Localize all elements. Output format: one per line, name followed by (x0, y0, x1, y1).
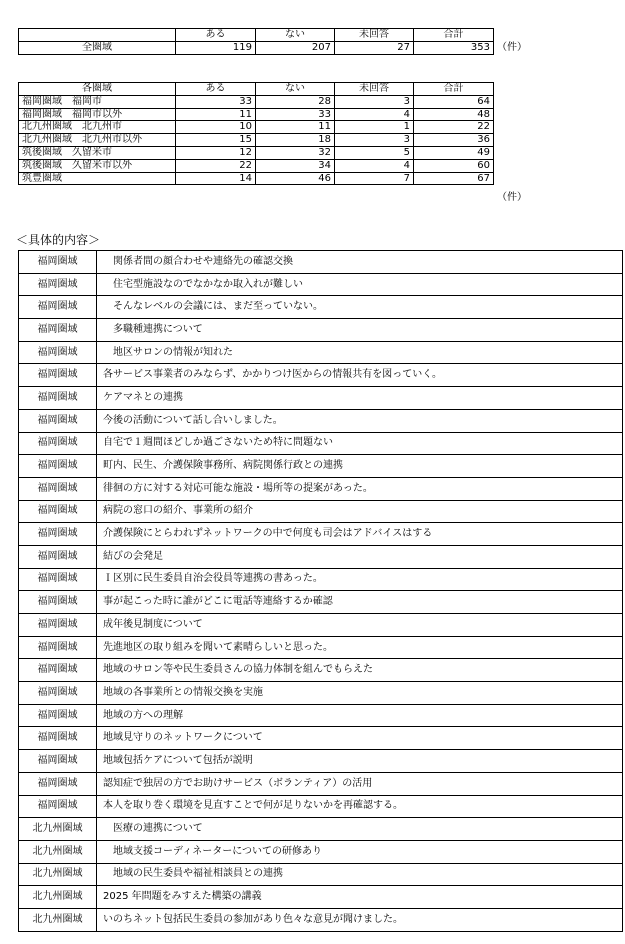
table-row (19, 108, 494, 121)
table-row (19, 159, 494, 172)
table-row (19, 409, 623, 432)
content-cell: 地域の方への理解 (97, 704, 623, 727)
content-cell: Ｉ区別に民生委員自治会役員等連携の書あった。 (97, 568, 623, 591)
table-row (19, 682, 623, 705)
count-aru: 12 (176, 146, 256, 159)
table-row (19, 863, 623, 886)
count-total: 36 (414, 134, 494, 147)
table-row (19, 727, 623, 750)
summary-header-cell: ある (176, 29, 256, 42)
region-label: 筑豊圏域 (19, 172, 176, 185)
content-cell: 今後の活動について話し合いしました。 (97, 409, 623, 432)
table-row (19, 591, 623, 614)
table-row (19, 750, 623, 773)
content-cell: 2025 年問題をみすえた構築の講義 (97, 886, 623, 909)
region-cell: 福岡圏域 (19, 659, 97, 682)
region-header-row (19, 83, 494, 96)
count-aru: 119 (176, 42, 256, 55)
content-cell: 町内、民生、介護保険事務所、病院関係行政との連携 (97, 455, 623, 478)
table-row (19, 568, 623, 591)
count-nai: 46 (256, 172, 335, 185)
region-label: 北九州圏域 北九州市 (19, 121, 176, 134)
table-row (19, 432, 623, 455)
content-cell: 医療の連携について (97, 818, 623, 841)
content-cell: いのちネット包括民生委員の参加があり色々な意見が聞けました。 (97, 908, 623, 931)
region-cell: 福岡圏域 (19, 614, 97, 637)
region-cell: 福岡圏域 (19, 795, 97, 818)
content-cell: 結びの会発足 (97, 545, 623, 568)
region-header-cell: 合計 (414, 83, 494, 96)
region-cell: 福岡圏域 (19, 545, 97, 568)
count-mikaito: 4 (335, 159, 414, 172)
content-cell: 介護保険にとらわれずネットワークの中で何度も司会はアドバイスはする (97, 523, 623, 546)
content-cell: 徘徊の方に対する対応可能な施設・場所等の提案があった。 (97, 477, 623, 500)
region-label: 筑後圏域 久留米市 (19, 146, 176, 159)
content-cell: 多職種連携について (97, 319, 623, 342)
count-aru: 10 (176, 121, 256, 134)
content-cell: 自宅で１週間ほどしか過ごさないため特に問題ない (97, 432, 623, 455)
content-cell: 地域のサロン等や民生委員さんの協力体制を組んでもらえた (97, 659, 623, 682)
region-label: 筑後圏域 久留米市以外 (19, 159, 176, 172)
content-cell: 本人を取り巻く環境を見直すことで何が足りないかを再確認する。 (97, 795, 623, 818)
region-cell: 福岡圏域 (19, 251, 97, 274)
table-row (19, 908, 623, 931)
count-total: 353 (414, 42, 494, 55)
region-cell: 北九州圏域 (19, 908, 97, 931)
count-total: 48 (414, 108, 494, 121)
table-row (19, 477, 623, 500)
count-nai: 28 (256, 95, 335, 108)
details-table (18, 250, 623, 932)
summary-header-cell: 未回答 (335, 29, 414, 42)
count-mikaito: 5 (335, 146, 414, 159)
region-cell: 福岡圏域 (19, 636, 97, 659)
region-cell: 福岡圏域 (19, 409, 97, 432)
count-aru: 15 (176, 134, 256, 147)
table-row (19, 659, 623, 682)
content-cell: 関係者間の顔合わせや連絡先の確認交換 (97, 251, 623, 274)
table-row (19, 455, 623, 478)
count-mikaito: 27 (335, 42, 414, 55)
count-total: 64 (414, 95, 494, 108)
count-mikaito: 3 (335, 134, 414, 147)
content-cell: 住宅型施設なのでなかなか取入れが難しい (97, 273, 623, 296)
table-row (19, 545, 623, 568)
table-row (19, 172, 494, 185)
table-row (19, 364, 623, 387)
region-header-cell: ある (176, 83, 256, 96)
count-mikaito: 1 (335, 121, 414, 134)
region-header-cell: ない (256, 83, 335, 96)
region-label: 福岡圏域 福岡市以外 (19, 108, 176, 121)
region-cell: 福岡圏域 (19, 387, 97, 410)
table-row (19, 886, 623, 909)
region-cell: 福岡圏域 (19, 319, 97, 342)
section-heading: ＜具体的内容＞ (16, 233, 101, 247)
summary-header-cell (19, 29, 176, 42)
content-cell: 成年後見制度について (97, 614, 623, 637)
region-cell: 福岡圏域 (19, 591, 97, 614)
region-header-cell: 各圏域 (19, 83, 176, 96)
count-nai: 18 (256, 134, 335, 147)
content-cell: 各サービス事業者のみならず、かかりつけ医からの情報共有を図っていく。 (97, 364, 623, 387)
region-cell: 福岡圏域 (19, 727, 97, 750)
count-aru: 14 (176, 172, 256, 185)
content-cell: 先進地区の取り組みを聞いて素晴らしいと思った。 (97, 636, 623, 659)
table-row (19, 95, 494, 108)
table-row (19, 772, 623, 795)
table-row (19, 614, 623, 637)
region-cell: 北九州圏域 (19, 840, 97, 863)
table-row (19, 341, 623, 364)
region-cell: 北九州圏域 (19, 863, 97, 886)
row-label: 全圏域 (19, 42, 176, 55)
content-cell: そんなレベルの会議には、まだ至っていない。 (97, 296, 623, 319)
count-nai: 33 (256, 108, 335, 121)
count-mikaito: 4 (335, 108, 414, 121)
region-label: 福岡圏域 福岡市 (19, 95, 176, 108)
region-cell: 福岡圏域 (19, 772, 97, 795)
summary-header-cell: 合計 (414, 29, 494, 42)
count-total: 22 (414, 121, 494, 134)
table-row (19, 840, 623, 863)
region-cell: 福岡圏域 (19, 432, 97, 455)
region-cell: 福岡圏域 (19, 568, 97, 591)
summary-header-cell: ない (256, 29, 335, 42)
region-cell: 福岡圏域 (19, 341, 97, 364)
count-aru: 33 (176, 95, 256, 108)
count-nai: 34 (256, 159, 335, 172)
table-row (19, 134, 494, 147)
region-cell: 福岡圏域 (19, 455, 97, 478)
unit-label: （件） (497, 192, 527, 203)
region-cell: 福岡圏域 (19, 477, 97, 500)
count-nai: 32 (256, 146, 335, 159)
content-cell: 認知症で独居の方でお助けサービス（ボランティア）の活用 (97, 772, 623, 795)
table-row (19, 121, 494, 134)
table-row (19, 319, 623, 342)
count-mikaito: 3 (335, 95, 414, 108)
count-mikaito: 7 (335, 172, 414, 185)
region-cell: 北九州圏域 (19, 886, 97, 909)
count-total: 67 (414, 172, 494, 185)
region-cell: 北九州圏域 (19, 818, 97, 841)
region-cell: 福岡圏域 (19, 296, 97, 319)
table-row (19, 42, 494, 55)
table-row (19, 704, 623, 727)
content-cell: 地域の民生委員や福祉相談員との連携 (97, 863, 623, 886)
table-row (19, 146, 494, 159)
table-row (19, 636, 623, 659)
summary-table (18, 28, 494, 55)
content-cell: 地域見守りのネットワークについて (97, 727, 623, 750)
region-cell: 福岡圏域 (19, 364, 97, 387)
content-cell: 地域支援コーディネーターについての研修あり (97, 840, 623, 863)
region-cell: 福岡圏域 (19, 500, 97, 523)
region-cell: 福岡圏域 (19, 750, 97, 773)
region-cell: 福岡圏域 (19, 682, 97, 705)
region-label: 北九州圏域 北九州市以外 (19, 134, 176, 147)
table-row (19, 296, 623, 319)
content-cell: 地域の各事業所との情報交換を実施 (97, 682, 623, 705)
table-row (19, 795, 623, 818)
content-cell: 地区サロンの情報が知れた (97, 341, 623, 364)
region-cell: 福岡圏域 (19, 273, 97, 296)
count-aru: 22 (176, 159, 256, 172)
count-aru: 11 (176, 108, 256, 121)
table-row (19, 523, 623, 546)
count-total: 60 (414, 159, 494, 172)
count-nai: 11 (256, 121, 335, 134)
region-header-cell: 未回答 (335, 83, 414, 96)
unit-label: （件） (497, 42, 527, 53)
content-cell: 地域包括ケアについて包括が説明 (97, 750, 623, 773)
content-cell: 病院の窓口の紹介、事業所の紹介 (97, 500, 623, 523)
region-table (18, 82, 494, 185)
content-cell: 事が起こった時に誰がどこに電話等連絡するか確認 (97, 591, 623, 614)
region-cell: 福岡圏域 (19, 523, 97, 546)
table-row (19, 818, 623, 841)
table-row (19, 500, 623, 523)
count-nai: 207 (256, 42, 335, 55)
region-cell: 福岡圏域 (19, 704, 97, 727)
count-total: 49 (414, 146, 494, 159)
table-row (19, 387, 623, 410)
summary-header-row (19, 29, 494, 42)
table-row (19, 273, 623, 296)
details-table-body (19, 251, 623, 932)
content-cell: ケアマネとの連携 (97, 387, 623, 410)
table-row (19, 251, 623, 274)
